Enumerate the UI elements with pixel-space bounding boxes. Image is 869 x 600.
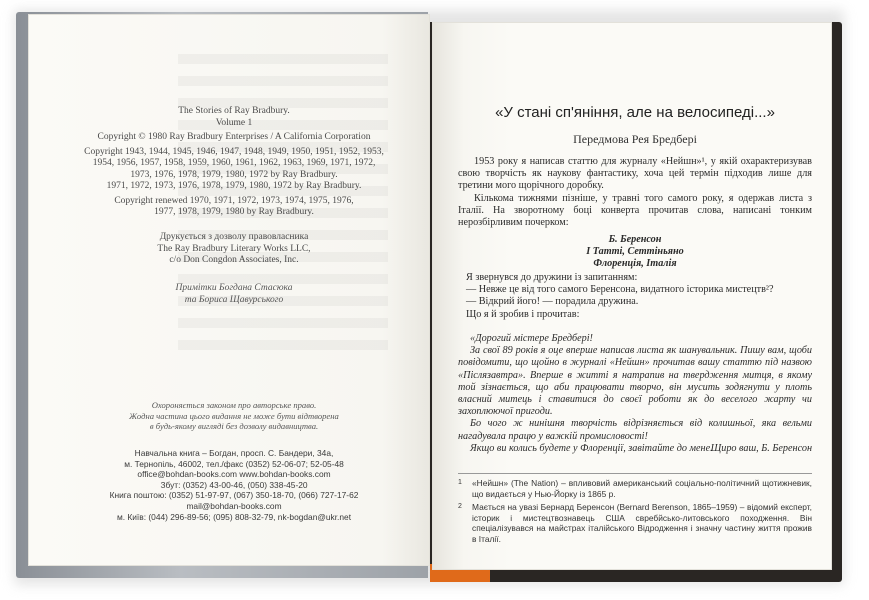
permission-line: c/o Don Congdon Associates, Inc. [169,255,299,265]
letter-line: Бо чого ж нинішня творчість відрізняється від колишньої, яка вельми нагадувала працю у важкій промисловості! [458,418,812,442]
address-line: Б. Беренсон [608,234,662,245]
footnote [458,478,812,499]
dialog-line: — Невже це від того самого Беренсона, видатного історика мистецтв²? [466,284,774,296]
footnote-divider [458,473,812,474]
dialog-block [458,272,812,321]
permission-line: The Ray Bradbury Literary Works LLC, [157,243,311,254]
legal-line: Жодна частина цього видання не може бути відтворена [129,410,339,421]
page-subtitle: Передмова Рея Бредбері [573,132,697,146]
publisher-line: Збут: (0352) 43-00-46, (050) 338-45-20 [160,479,308,490]
publisher-info [64,448,404,522]
dialog-line: Що я й зробив і прочитав: [466,308,580,320]
body-paragraph: 1953 року я написав статтю для журналу «Нейшн»¹, у якій охарактеризував свою творчість як наукову фантастику, хоча цей термін підходив лише для третини мого щорічного доробку. [458,156,812,192]
publisher-line: mail@bohdan-books.com [186,500,282,511]
letter-block [458,333,812,455]
permission-block [64,232,404,267]
letter-line: «Дорогий містере Бредбері! [470,333,593,344]
footnote-text: Мається на увазі Бернард Беренсон (Bernard Berenson, 1865–1959) – відомий експерт, історик і мистецтвознавець США свребйсько-литовського походження. Він спеціалізувався на майстрах італійського Відродження і значну частину життя прожив в Італії. [472,502,812,544]
intro-paragraphs [458,156,812,229]
copyright-line: The Stories of Ray Bradbury. [178,106,290,116]
copyright-line: 1973, 1976, 1978, 1979, 1980, 1972 by Ray Bradbury. [130,169,338,180]
copyright-line: Copyright © 1980 Ray Bradbury Enterprises / A California Corporation [97,132,371,142]
copyright-line: Copyright 1943, 1944, 1945, 1946, 1947, 1948, 1949, 1950, 1951, 1952, 1953, [84,146,384,157]
copyright-line: Copyright renewed 1970, 1971, 1972, 1973, 1974, 1975, 1976, [114,195,354,206]
copyright-line: 1977, 1978, 1979, 1980 by Ray Bradbury. [154,207,314,217]
letter-line: Якщо ви колись будете у Флоренції, завітайте до мене. [470,442,713,454]
publisher-line: Книга поштою: (0352) 51-97-97, (067) 350-18-70, (066) 727-17-62 [109,490,359,501]
legal-line: в будь-якому вигляді без дозволу видавництва. [149,421,319,431]
legal-line: Охороняється законом про авторське право. [151,400,317,410]
publisher-line: Навчальна книга – Богдан, просп. С. Бандери, 34а, [134,448,334,458]
page-title: «У стані сп'яніння, але на велосипеді...» [495,104,775,121]
footnote-number: 2 [458,503,462,510]
translators-note [64,283,404,306]
publisher-line: office@bohdan-books.com www.bohdan-books.com [137,469,331,480]
permission-line: Друкується з дозволу правовласника [159,232,309,242]
envelope-address [458,234,812,271]
publisher-line: м. Тернопіль, 46002, тел./факс (0352) 52-06-07; 52-05-48 [124,458,344,469]
publisher-line: м. Київ: (044) 296-89-56; (095) 808-32-79, nk-bogdan@ukr.net [116,511,352,522]
body-paragraph: Кількома тижнями пізніше, у травні того самого року, я одержав листа з Італії. На зворотному боці конверта прочитав слова, написані тонким нерозбірливим почерком: [458,192,812,229]
footnote [458,502,812,544]
copyright-block [64,106,404,219]
letter-signature: Щиро ваш, Б. Беренсон [710,443,812,454]
address-line: Флоренція, Італія [593,258,677,270]
address-line: І Татті, Сеттіньяно [586,246,684,258]
legal-notice [64,400,404,432]
copyright-line: 1971, 1972, 1973, 1976, 1978, 1979, 1980, 1972 by Ray Bradbury. [106,181,362,191]
dialog-line: Я звернувся до дружини із запитанням: [466,272,638,283]
translator-line: Примітки Богдана Стасюка [175,283,293,293]
footnote-number: 1 [458,479,462,486]
translator-line: та Бориса Щавурського [184,294,284,305]
footnote-text: «Нейшн» (The Nation) – впливовий американський соціально-політичний щотижневик, що видається у Нью-Йорку із 1865 р. [472,478,812,499]
copyright-line: Volume 1 [215,117,253,128]
dialog-line: — Відкрий його! — порадила дружина. [466,296,639,308]
letter-line: За свої 89 років я оце вперше написав листа як шанувальник. Пишу вам, щоби повідомити, що щойно в журналі «Нейшн» прочитав вашу статтю під назвою «Післязавтра». Вперше в житті я натрапив на твердження митця, в якому той зізнається, що аби працювати творчо, він мусить зодягнути у плоть власний митець і ставитися до своєї роботи як до веселого жарту чи захоплюючої пригоди. [458,345,812,418]
copyright-line: 1954, 1956, 1957, 1958, 1959, 1960, 1961, 1962, 1963, 1969, 1971, 1972, [92,158,376,168]
